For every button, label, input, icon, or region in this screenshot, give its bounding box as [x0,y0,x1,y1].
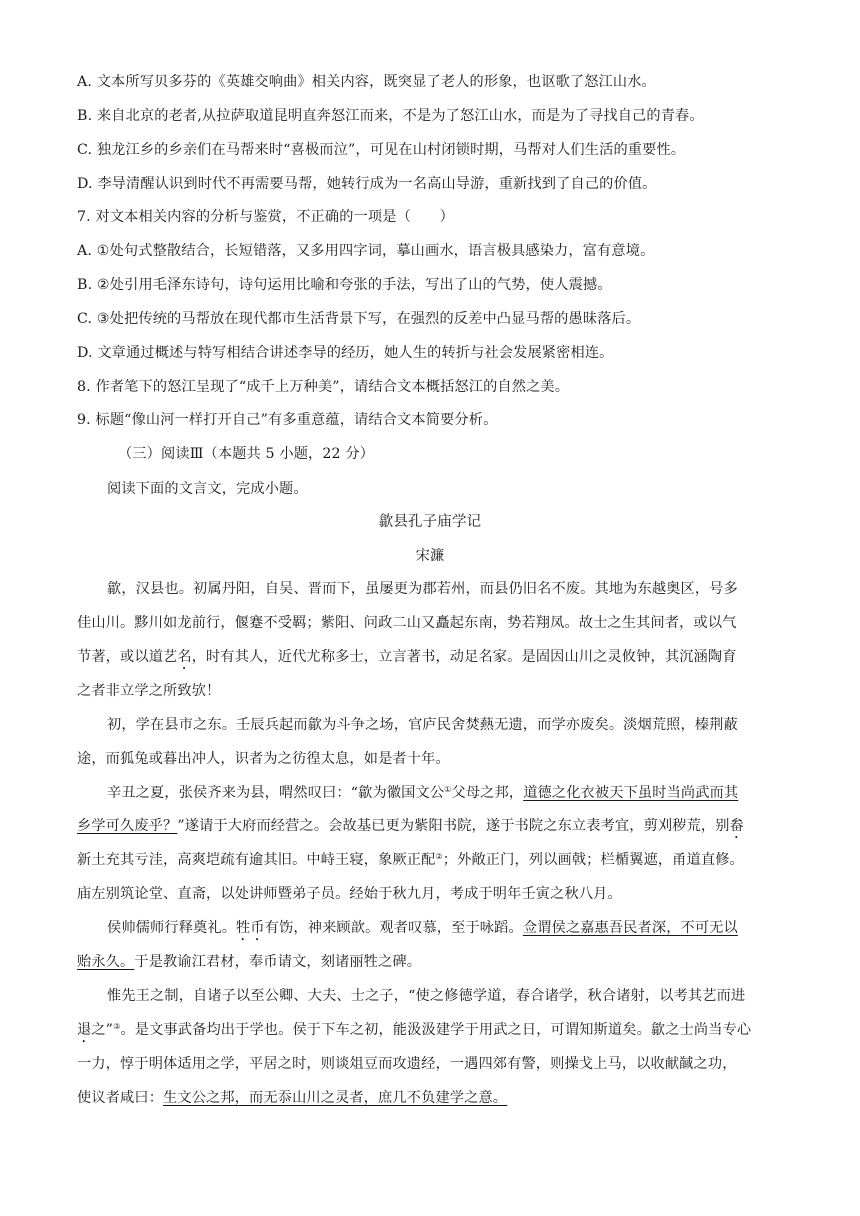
para3-line1 [107,782,790,804]
para3-line2 [77,815,790,842]
q6-option-c: C. 独龙江乡的乡亲们在马帮来时“喜极而泣”，可见在山村闭锁时期，马帮对人们生活的重要性。 [77,142,686,158]
q7-option-d: D. 文章通过概述与特写相结合讲述李导的经历，她人生的转折与社会发展紧密相连。 [77,345,614,361]
text-run: ；外敞正门，列以画戟；栏楯翼遮，甬道直修。 [442,852,744,868]
para3-line4: 庙左别筑论堂、直斋，以处讲师暨弟子员。经始于秋九月，考成于明年壬寅之秋八月。 [77,886,622,902]
underlined-sentence: 贻永久。 [77,954,135,970]
section-heading: （三）阅读Ⅲ（本题共 5 小题，22 分） [118,446,375,462]
footnote-marker: ③ [113,1022,121,1031]
q7-option-a: A. ①处句式整散结合，长短错落，又多用四字词，摹山画水，语言极具感染力，富有意境。 [77,243,655,259]
underlined-sentence: 生文公之邦，而无忝山川之灵者，庶几不负建学之意。 [163,1090,508,1106]
q7-option-b: B. ②处引用毛泽东诗句，诗句运用比喻和夸张的手法，写出了山的气势，使人震撼。 [77,277,612,293]
text-run: ”遂请于大府而经营之。会故基已更为紫阳书院，遂于书院之东立表考宜，剪刈秽荒，别 [177,818,730,834]
para4-line2 [77,951,790,973]
para1-line3 [77,646,790,673]
text-run: 。是文事武备均出于学也。侯于下车之初，能汲汲建学于用武之日，可谓知斯道矣。歙之士尚当专心 [120,1022,752,1038]
para1-line2: 佳山川。黟川如龙前行，偃蹇不受羁；紫阳、问政二山又矗起东南，势若翔凤。故士之生其间者，或以气 [77,615,737,631]
q6-option-b: B. 来自北京的老者,从拉萨取道昆明直奔怒江而来，不是为了怒江山水，而是为了寻找自己的青春。 [77,108,704,124]
q6-option-a: A. 文本所写贝多芬的《英雄交响曲》相关内容，既突显了老人的形象，也讴歌了怒江山水。 [77,74,656,90]
q9-stem: 9. 标题“像山河一样打开自己”有多重意蕴，请结合文本简要分析。 [77,412,498,428]
text-run: 有饬，神来顾歆。观者叹慕，至于咏蹈。 [264,920,523,936]
q7-stem: 7. 对文本相关内容的分析与鉴赏，不正确的一项是（ ） [77,209,454,225]
para1-line1: 歙，汉县也。初属丹阳，自吴、晋而下，虽屡更为郡若州，而县仍旧名不废。其地为东越奥区，号多 [107,581,738,597]
para2-line2: 途，而狐兔或暮出冲人，识者为之彷徨太息，如是者十年。 [77,751,450,767]
text-run: 于是教谕江君材，奉币请文，刻诸丽牲之碑。 [134,954,422,970]
text-run: 父母之邦， [451,785,524,801]
underlined-sentence: 乡学可久废乎？ [77,818,178,834]
text-run: 辛丑之夏，张侯齐来为县，喟然叹曰：“歙为徽国文公 [107,785,445,801]
text-run: ，时有其人，近代尤称多士，立言著书，动足名家。是固因山川之灵攸钟，其沉涵陶育 [191,649,737,665]
text-run: 新土充其亏洼，高爽垲疏有逾其旧。中峙王寝，象厥正配 [77,852,436,868]
dotted-term: 名 [177,649,192,665]
dotted-term: 退 [77,1022,92,1038]
q7-option-c: C. ③处把传统的马帮放在现代都市生活背景下写，在强烈的反差中凸显马帮的愚昧落后。 [77,311,641,327]
para5-line2 [77,1019,790,1046]
text-run: 之” [91,1022,114,1038]
para3-line3 [77,849,790,871]
para5-line3: 一力，惇于明体适用之学，平居之时，则谈俎豆而攻遗经，一遇四郊有警，则操戈上马，以收献馘之功， [77,1056,737,1072]
para1-line4: 之者非立学之所致欤！ [77,683,221,699]
dotted-term: 牲币 [236,920,265,936]
section-instruction: 阅读下面的文言文，完成小题。 [107,481,308,497]
q8-stem: 8. 作者笔下的怒江呈现了“成千上万种美”，请结合文本概括怒江的自然之美。 [77,379,570,395]
para4-line1 [107,917,790,944]
para2-line1: 初，学在县市之东。壬辰兵起而歙为斗争之场，官庐民舍焚爇无遗，而学亦废矣。淡烟荒照，榛荆蔽 [107,717,738,733]
dotted-term: 畚 [729,818,744,834]
underlined-sentence: 道德之化衣被天下虽时当尚武而其 [523,785,739,801]
underlined-sentence: 佥谓侯之嘉惠吾民者深，不可无以 [522,920,738,936]
text-run: 侯帅儒师行释奠礼。 [107,920,237,936]
footnote-marker: ② [435,852,443,861]
passage-author: 宋濂 [415,548,445,564]
text-run: 节著，或以道艺 [77,649,178,665]
para5-line1: 惟先王之制，自诸子以至公卿、大夫、士之子，“使之修德学道，春合诸学，秋合诸射，以考其艺而进 [107,988,746,1004]
footnote-marker: ① [444,785,452,794]
text-run: 使议者咸曰： [77,1090,164,1106]
passage-title: 歙县孔子庙学记 [378,514,482,530]
para5-line4 [77,1087,790,1109]
q6-option-d: D. 李导清醒认识到时代不再需要马帮，她转行成为一名高山导游，重新找到了自己的价值。 [77,176,657,192]
